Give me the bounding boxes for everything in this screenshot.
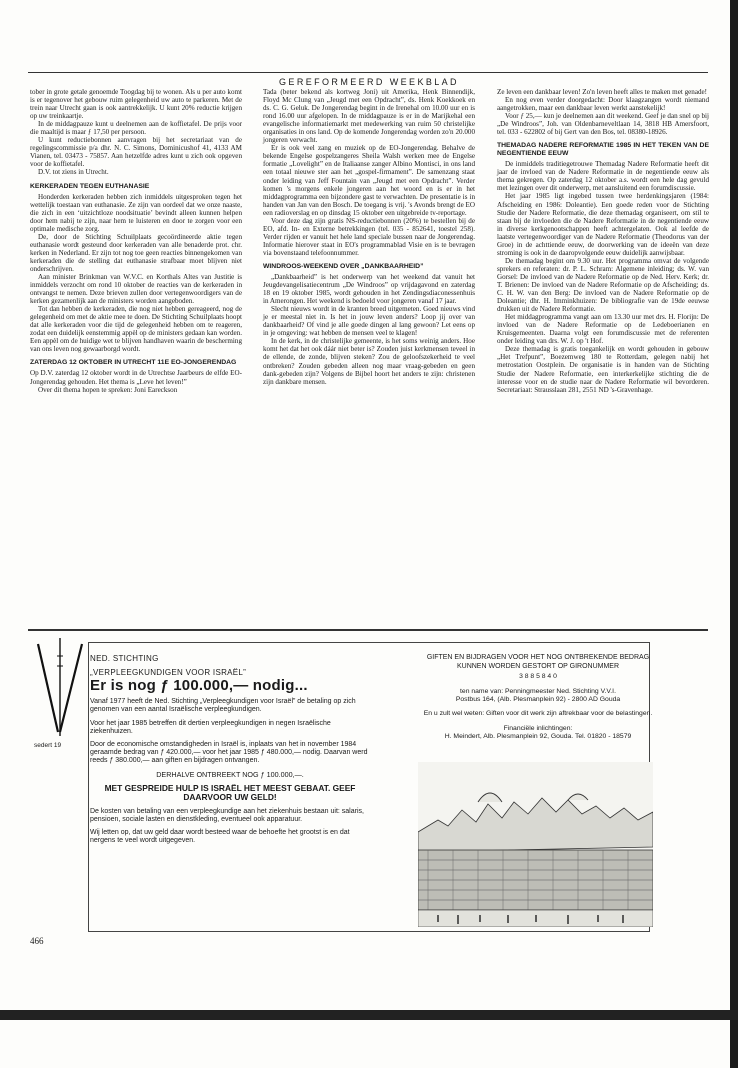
article-heading: THEMADAG NADERE REFORMATIE 1985 IN HET TEKEN VAN DE NEGENTIENDE EEUW <box>497 142 709 158</box>
bottom-scan-bar <box>0 1010 738 1020</box>
article-paragraph: Honderden kerkeraden hebben zich inmiddels uitgesproken tegen het wettelijk toestaan van euthanasie. Ze zijn van oordeel dat we onze naaste, die zich in een ‘uitzichtloze noodsituatie’ bevindt alleen kunnen helpen door hem nabij te zijn, naar hem te luisteren en door te zorgen voor een optimale medische zorg. <box>30 192 242 233</box>
article-paragraph: Tada (beter bekend als kortweg Joni) uit Amerika, Henk Binnendijk, Floyd Mc Clung van „Jeugd met een Opdracht”, ds. Henk Koekkoek en ds. C. G. Geluk. De Jongerendag begint in de Irenehal om 10.00 uur en is rond 16.00 uur afgelopen. In de middagpauze is er in de Marijkehal een evangelische informatiemarkt met medewerking van ruim 50 christelijke organisaties in ons land. Op de komende Jongerendag worden zo'n 20.000 jongeren verwacht. <box>263 88 475 145</box>
ad-info-contact: H. Meindert, Alb. Plesmanplein 92, Gouda. Tel. 01820 - 18579 <box>444 733 632 741</box>
article-heading: KERKERADEN TEGEN EUTHANASIE <box>30 182 150 190</box>
advertisement-rule <box>28 629 708 631</box>
ad-donation-heading: GIFTEN EN BIJDRAGEN VOOR HET NOG ONTBREKENDE BEDRAG KUNNEN WORDEN GESTORT OP GIRONUMMER <box>426 654 650 670</box>
article-paragraph: tober in grote getale genoemde Toogdag bij te wonen. Als u per auto komt is er tegenover het gebouw ruim gelegenheid uw auto te parkeren. Met de trein naar Utrecht gaan is ook aantrekkelijk. U kunt 20% reductie krijgen op uw treinkaartje. <box>30 88 242 121</box>
article-paragraph: D.V. tot ziens in Utrecht. <box>38 168 109 177</box>
ad-appeal <box>90 654 370 851</box>
article-paragraph: Tot dan hebben de kerkeraden, die nog niet hebben gereageerd, nog de gelegenheid om met de aktie mee te doen. De Stichting Schuilplaats hoopt dat alle kerkeraden voor die tijd de gelegenheid hebben om te reageren, zodat een duidelijk eenstemmig appèl op de ministers gedaan kan worden. Een appèl om de huidige wet te blijven handhaven waarin de bescherming van ons leven nog gewaarborgd wordt. <box>30 305 242 354</box>
ad-organization-line-1: NED. STICHTING <box>90 654 159 663</box>
ad-tax-note: En u zult wel weten: Giften voor dit werk zijn aftrekbaar voor de belastingen. <box>423 710 653 718</box>
article-paragraph: Over dit thema hopen te spreken: Joni Eareckson <box>38 385 178 394</box>
ad-account-address: Postbus 164, (Alb. Plesmanplein 92) - 2800 AD Gouda <box>455 696 621 703</box>
ad-shortfall: DERHALVE ONTBREEKT NOG ƒ 100.000,—. <box>156 769 304 779</box>
article-column-2 <box>263 88 475 386</box>
article-paragraph: De, door de Stichting Schuilplaats gecoördineerde aktie tegen euthanasie wordt gesteund door kerkeraden van alle benaderde prot. chr. kerken in Nederland. Er zijn tot nog toe geen reacties binnengekomen van kerkeraden die de stelling dat euthanasie strafbaar moet blijven niet onderschrijven. <box>30 232 242 273</box>
article-paragraph: Ze leven een dankbaar leven! Zo'n leven heeft alles te maken met genade! <box>497 88 708 96</box>
article-heading: ZATERDAG 12 OKTOBER IN UTRECHT 11E EO-JONGERENDAG <box>30 359 237 367</box>
article-paragraph: Aan minister Brinkman van W.V.C. en Korthals Altes van Justitie is inmiddels verzocht om rond 10 oktober de reacties van de kerkeraden in ontvangst te nemen. Deze brieven zullen door vertegenwoordigers van de kerken gezamenlijk aan de ministers worden aangeboden. <box>30 272 242 306</box>
article-paragraph: De inmiddels traditiegetrouwe Themadag Nadere Reformatie heeft dit jaar de invloed van de Nadere Reformatie in de negentiende eeuw als thema gekregen. Op zaterdag 12 oktober a.s. wordt een hele dag gevuld met lezingen over dit onderwerp, met aansluitend een forumdiscussie. <box>497 160 709 193</box>
logo-year: sedert 19 <box>34 742 62 749</box>
ad-donation-info <box>418 654 658 748</box>
article-paragraph: „Dankbaarheid” is het onderwerp van het weekend dat vanuit het Jeugdevangelisatiecentrum „De Windroos” op vrijdagavond en zaterdag 18 en 19 oktober 1985, wordt gehouden in het Zendingsdiaconessenhuis in Amerongen. Het weekend is bedoeld voor jongeren vanaf 17 jaar. <box>263 272 475 306</box>
article-paragraph: Op D.V. zaterdag 12 oktober wordt in de Utrechtse Jaarbeurs de elfde EO-Jongerendag gehouden. Het thema is „Leve het leven!” <box>30 369 242 386</box>
article-paragraph: Slecht nieuws wordt in de kranten breed uitgemeten. Goed nieuws vind je er meestal niet in. Is het in jouw leven anders? Loop jij over van dankbaarheid? Of vind je alle goede dingen al lang gewoon? Let eens op in je omgeving: wat hebben de mensen veel te klagen! <box>263 305 475 338</box>
article-column-3 <box>497 88 709 394</box>
article-paragraph: Het jaar 1985 ligt ingebed tussen twee herdenkingsjaren (1984: Afscheiding en 1986: Doleantie). Een goede reden voor de Stichting Studie der Nadere Reformatie, die deze themadag organiseert, om stil te staan bij de invloeden die de Nadere Reformatie in de negentiende eeuw in diverse kerkgenootschappen heeft achtergelaten. Ook al leefde de laatste vertegenwoordiger van de Nadere Reformatie (Theodorus van der Groe) in de achttiende eeuw, de doorwerking van de ideeën van deze stroming is ook in de daaropvolgende eeuw duidelijk aanwijsbaar. <box>497 192 709 257</box>
article-paragraph: Deze themadag is gratis toegankelijk en wordt gehouden in gebouw „Het Trefpunt”, Boezemweg 180 te Rotterdam, gelegen nabij het metrostation Oostplein. De organisatie is in handen van de Stichting Studie der Nadere Reformatie, een interkerkelijke stichting die de interesse voor en de studie naar de Nadere Reformatie wil bevorderen. Secretariaat: Strausslaan 281, 2551 ND 's-Gravenhage. <box>497 345 709 394</box>
ad-paragraph-5: Wij letten op, dat uw geld daar wordt besteed waar de behoefte het grootst is en dat nergens te veel wordt uitgegeven. <box>90 829 350 845</box>
header-rule <box>28 72 708 73</box>
article-paragraph: Voor deze dag zijn gratis NS-reductiebonnen (20%) te bestellen bij de EO, afd. In- en Externe betrekkingen (tel. 035 - 852641, toestel 258). Verder rijden er vanuit het hele land speciale bussen naar de Jongerendag. Informatie hierover staat in EO's programmablad Visie en is te bevragen via bovenstaand telefoonnummer. <box>263 216 475 257</box>
page-number: 466 <box>30 936 44 946</box>
ad-paragraph-3: Door de economische omstandigheden in Israël is, inplaats van het in november 1984 geraamde bedrag van ƒ 420.000,— voor het jaar 1985 ƒ 480.000,— nodig. Daarvan werd reeds ƒ 380.000,— aan giften en bijdragen ontvangen. <box>90 741 368 765</box>
article-paragraph: En nog even verder doorgedacht: Door klaagzangen wordt niemand aangetrokken, maar een dankbaar leven werkt aanstekelijk! <box>497 96 709 113</box>
ad-headline: Er is nog ƒ 100.000,— nodig... <box>90 677 308 694</box>
jerusalem-sketch-icon <box>418 762 653 927</box>
article-paragraph: U kunt reductiebonnen aanvragen bij het secretariaat van de regelingscommissie p/a dhr. N. C. Simons, Dominicushof 41, 4133 AM Vianen, tel. 03473 - 75857. Aan hetzelfde adres kunt u zich ook opgeven voor de koffietafel. <box>30 136 242 169</box>
ad-paragraph-2: Voor het jaar 1985 betreffen dit dertien verpleegkundigen in negen Israëlische ziekenhuizen. <box>90 719 331 735</box>
ad-organization-line-2: „VERPLEEGKUNDIGEN VOOR ISRAËL” <box>90 668 247 677</box>
article-paragraph: Voor ƒ 25,— kun je deelnemen aan dit weekend. Geef je dan snel op bij „De Windroos”, Joh. van Oldenbarneveltlaan 14, 3818 HB Amersfoort, tel. 033 - 622802 of bij Gert van den Bos, tel. 08380-18926. <box>497 112 709 137</box>
ad-info-label: Financiële inlichtingen: <box>503 724 573 732</box>
article-paragraph: In de middagpauze kunt u deelnemen aan de koffietafel. De prijs voor die maaltijd is maar ƒ 17,50 per persoon. <box>30 120 242 137</box>
advertisement <box>30 636 710 931</box>
ad-paragraph-1: Vanaf 1977 heeft de Ned. Stichting „Verpleegkundigen voor Israël” de betaling op zich genomen van een aantal Israëlische verpleegkundigen. <box>90 698 356 714</box>
article-paragraph: Er is ook veel zang en muziek op de EO-Jongerendag. Behalve de bekende Engelse gospelzangeres Sheila Walsh werken mee de Engelse formatie „Lovelight” en de Italiaanse zanger Albino Montisci, in ons land een totaal nieuwe ster aan het „gospel-firmament”. De samenzang staat onder leiding van Jeff Fountain van „Jeugd met een Opdracht”. Verder komen 's morgens enkele jongeren aan het woord en is er in het middagprogramma een bijzondere gast te verwachten. De presentatie is in handen van Jan van den Bosch. De toegang is vrij. 's Avonds brengt de EO een radioverslag en op dinsdag 15 oktober een uitgebreide tv-reportage. <box>263 144 475 217</box>
ad-call-to-action: MET GESPREIDE HULP IS ISRAËL HET MEEST GEBAAT. GEEF DAARVOOR UW GELD! <box>104 782 356 803</box>
ad-account-name: ten name van: Penningmeester Ned. Stichting V.V.I. <box>460 687 616 695</box>
running-head: GEREFORMEERD WEEKBLAD <box>279 77 459 87</box>
foundation-logo-icon <box>30 636 90 756</box>
ad-giro-number: 3 8 8 5 8 4 0 <box>519 673 557 681</box>
article-column-1 <box>30 88 242 394</box>
article-heading: WINDROOS-WEEKEND OVER „DANKBAARHEID” <box>263 262 424 270</box>
scan-edge <box>730 0 738 1068</box>
article-paragraph: In de kerk, in de christelijke gemeente, is het soms weinig anders. Hoe komt het dat het ook dáár niet beter is? Zouden juist kerkmensen teveel in de ellende, de zonde, blijven steken? Zou de geloofszekerheid te veel ontbreken? Zouden gebeden alleen nog maar vraag-gebeden en geen dank-gebeden zijn? Volgens de Bijbel hoort het anders te zijn: christenen zijn dankbare mensen. <box>263 337 475 386</box>
ad-paragraph-4: De kosten van betaling van een verpleegkundige aan het ziekenhuis bestaan uit: salaris, pensioen, sociale lasten en dienstkleding, eventueel ook apparatuur. <box>90 807 364 824</box>
article-paragraph: Het middagprogramma vangt aan om 13.30 uur met drs. H. Florijn: De invloed van de Nadere Reformatie op de Ledeboerianen en Kruisgemeenten. Daarna volgt een forumdiscussie met de referenten onder leiding van drs. W. J. op 't Hof. <box>497 313 709 346</box>
article-paragraph: De themadag begint om 9.30 uur. Het programma omvat de volgende sprekers en referaten: dr. P. L. Schram: Algemene inleiding; ds. W. van Gorsel: De invloed van de Nadere Reformatie op de Ned. Herv. Kerk; dr. T. Brienen: De invloed van de Nadere Reformatie op de Afscheiding; ds. C. H. W. van den Berg: De invloed van de Nadere Reformatie op de Doleantie; dhr. H. Imminkhuizen: De bibliografie van de 19de eeuwse drukken uit de Nadere Reformatie. <box>497 256 709 314</box>
